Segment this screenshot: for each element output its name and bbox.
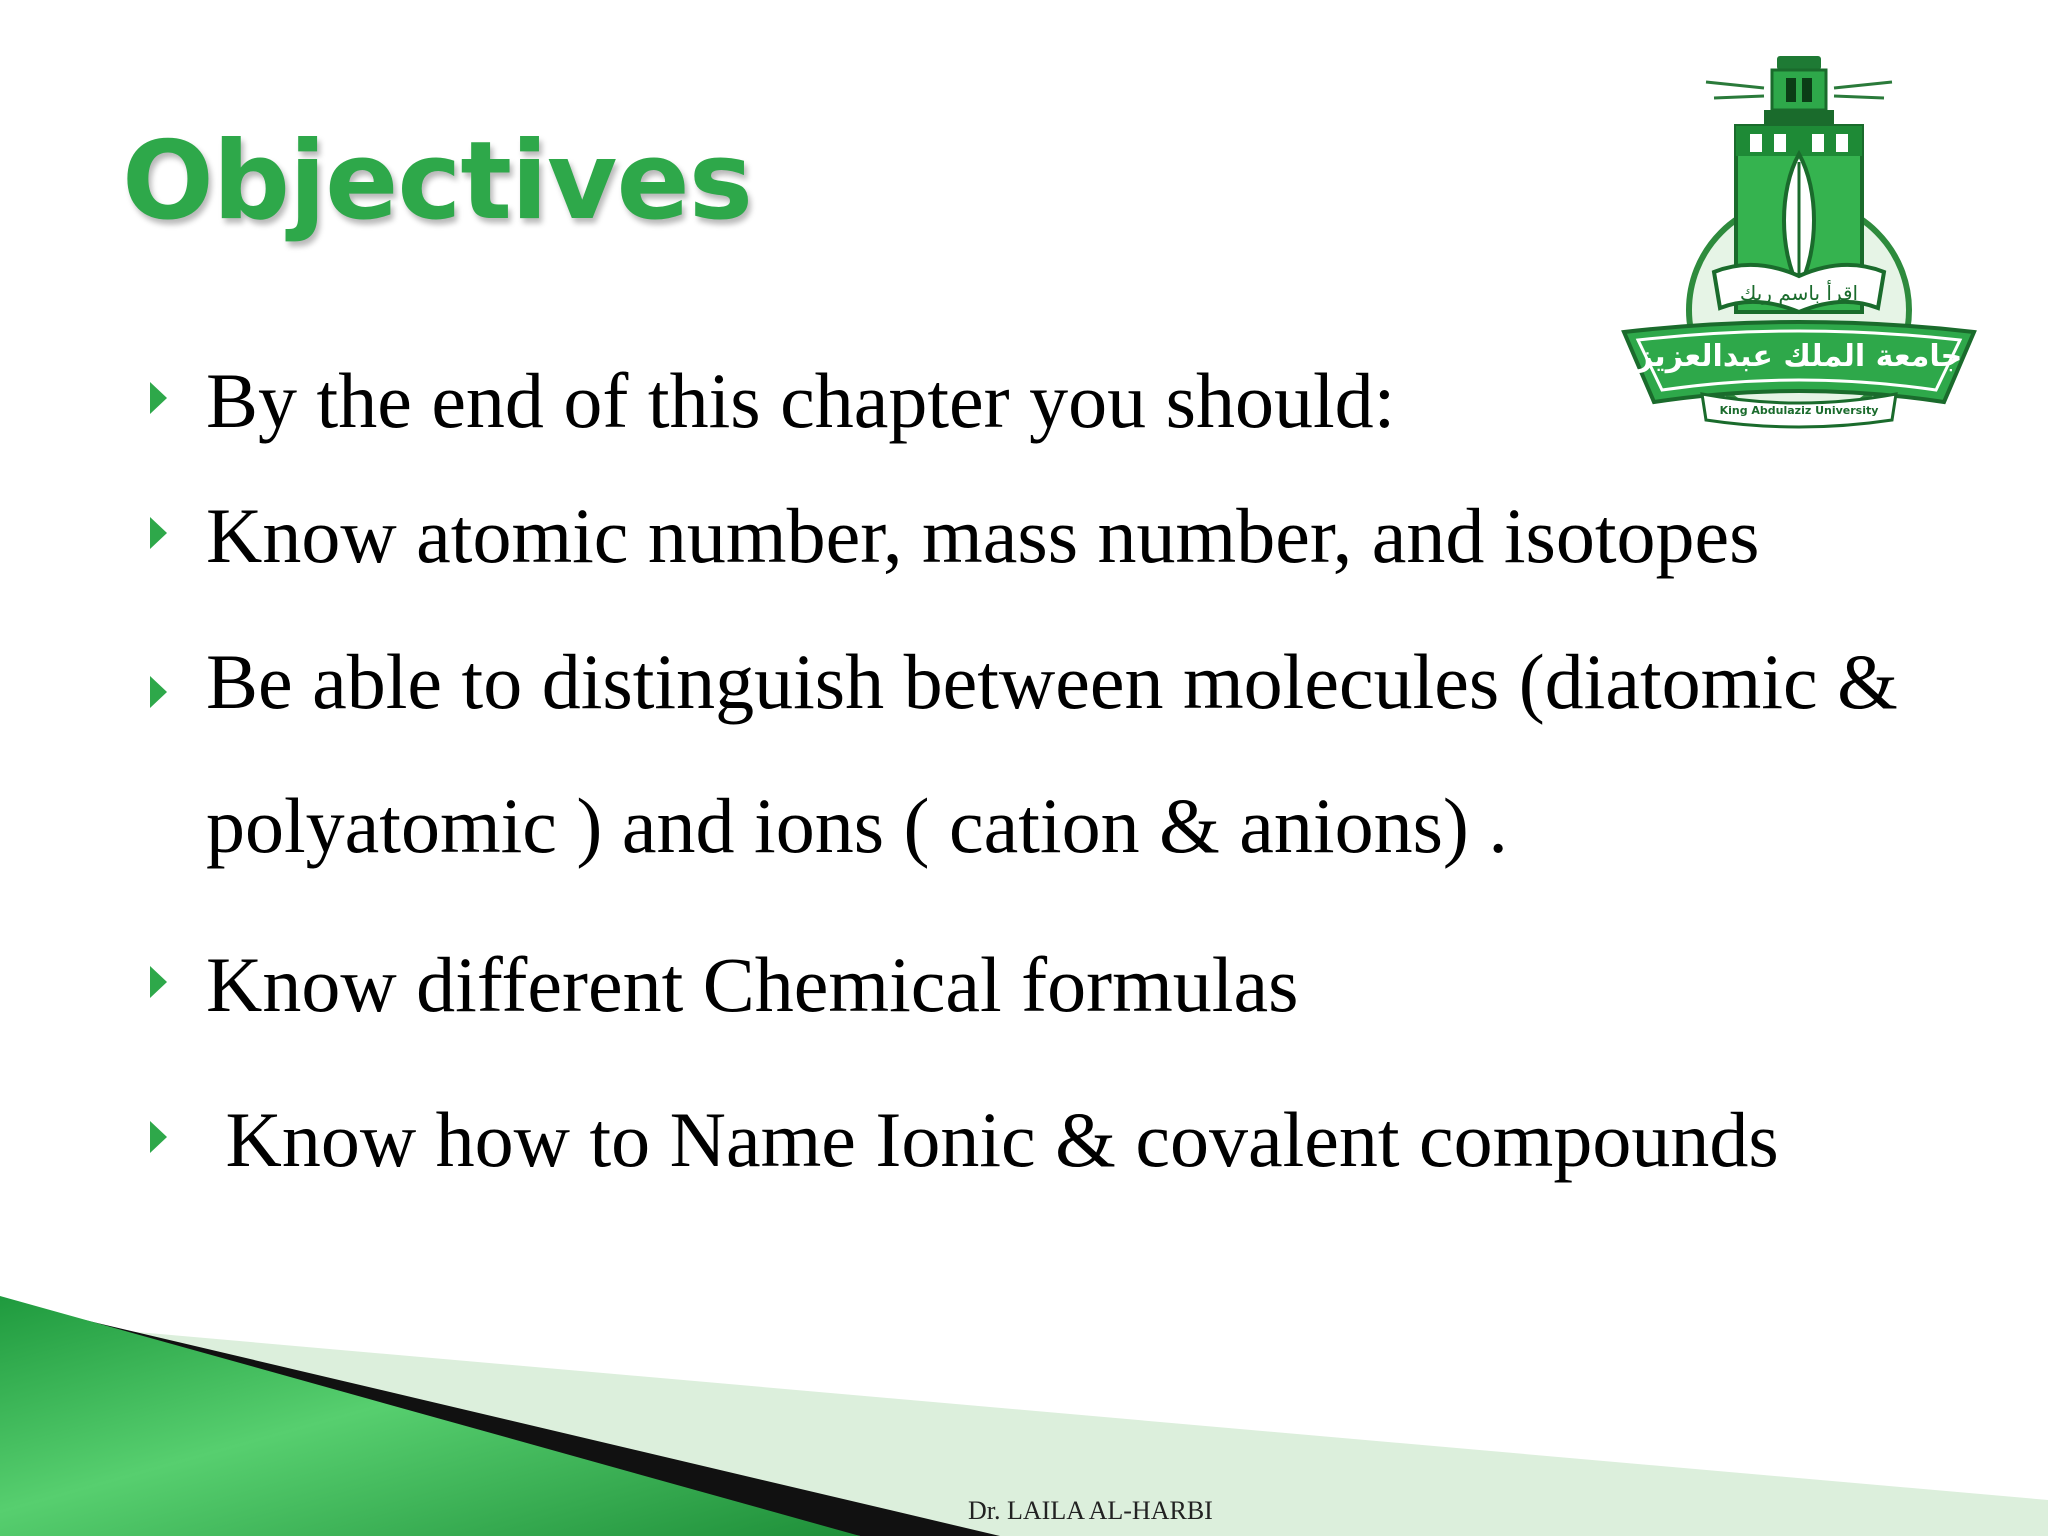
bullet-arrow-icon (150, 517, 167, 549)
footer-author: Dr. LAILA AL-HARBI (968, 1496, 1213, 1525)
list-item-text: Be able to distinguish between molecules (diatomic & polyatomic ) and ions ( cation & anions) . (206, 638, 1898, 869)
bullet-arrow-icon (150, 382, 167, 414)
bullet-arrow-icon (150, 676, 167, 708)
list-item-text: Know different Chemical formulas (206, 941, 1299, 1028)
bullet-arrow-icon (150, 966, 167, 998)
list-item-text: By the end of this chapter you should: (206, 357, 1396, 444)
list-item-text: Know how to Name Ionic & covalent compounds (206, 1096, 1779, 1183)
bullet-arrow-icon (150, 1121, 167, 1153)
slide-title: Objectives (122, 119, 752, 244)
logo-english-name: King Abdulaziz University (1719, 404, 1879, 417)
logo-arabic-name: جامعة الملك عبدالعزيز (1635, 339, 1963, 374)
logo-motto: اقرأ باسم ربك (1739, 281, 1859, 305)
list-item-text: Know atomic number, mass number, and isotopes (206, 492, 1760, 579)
